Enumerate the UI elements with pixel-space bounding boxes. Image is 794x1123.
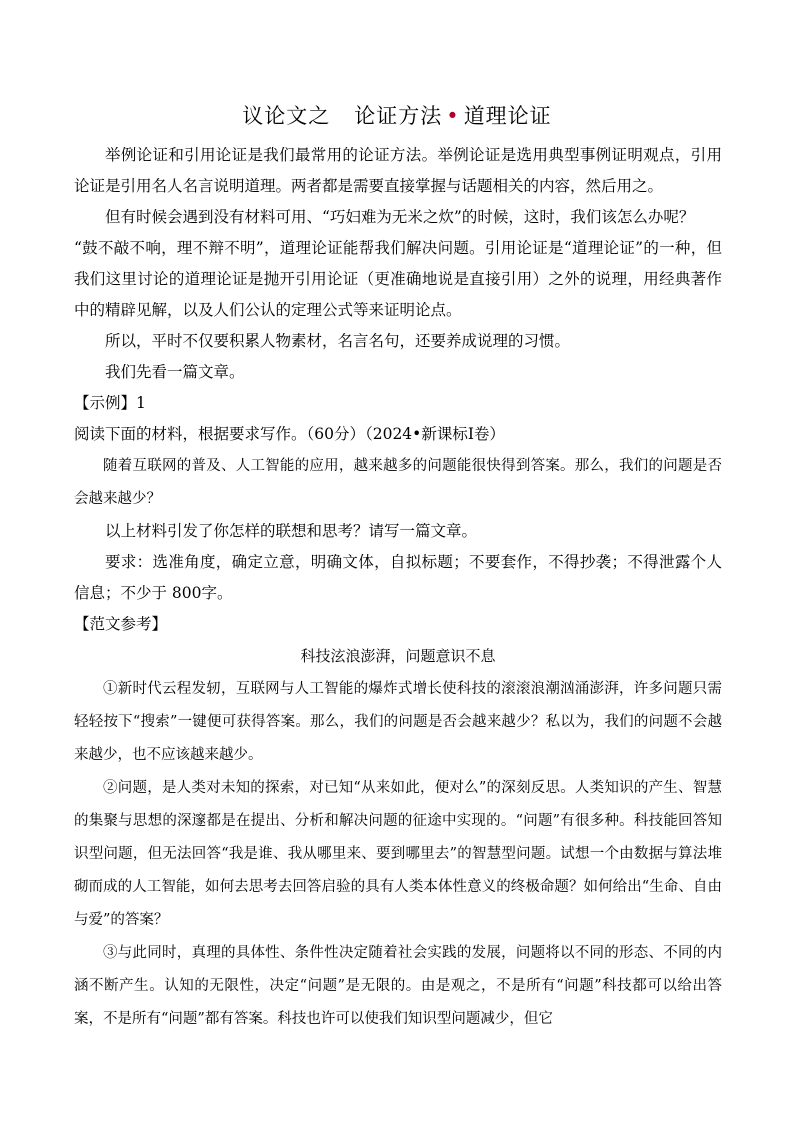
intro-paragraph-4: 所以，平时不仅要积累人物素材，名言名句，还要养成说理的习惯。: [105, 332, 571, 350]
intro-paragraph-5: 我们先看一篇文章。: [105, 363, 245, 381]
example-material: 随着互联网的普及、人工智能的应用，越来越多的问题能很快得到答案。那么，我们的问题是否会越来越少？: [74, 458, 722, 507]
example-instruction: 阅读下面的材料，根据要求写作。（60分）（2024•新课标Ⅰ卷）: [74, 425, 505, 443]
essay-paragraph-3: ③与此同时，真理的具体性、条件性决定随着社会实践的发展，问题将以不同的形态、不同的内涵不断产生。认知的无限性，决定“问题”是无限的。由是观之，不是所有“问题”科技都可以给出答案，不是所有“问题”都有答案。科技也许可以使我们知识型问题减少，但它: [74, 945, 722, 1027]
reference-heading: 【范文参考】: [74, 615, 168, 633]
example-heading: 【示例】1: [74, 394, 146, 412]
essay-title: 科技泫浪澎湃，问题意识不息: [300, 647, 496, 665]
example-requirements: 要求：选准角度，确定立意，明确文体，自拟标题；不要套作，不得抄袭；不得泄露个人信息；不少于 800字。: [74, 553, 722, 602]
title-part-1: 议论文之: [242, 104, 331, 128]
page-title: [0, 100, 794, 130]
essay-paragraph-1: ①新时代云程发轫，互联网与人工智能的爆炸式增长使科技的滚滚浪潮汹涌澎湃，许多问题只需轻轻按下“搜索”一键便可获得答案。那么，我们的问题是否会越来越少？私以为，我们的问题不会越来越少，也不应该越来越少。: [74, 681, 722, 763]
title-dot: •: [446, 104, 460, 128]
example-prompt: 以上材料引发了你怎样的联想和思考？请写一篇文章。: [105, 522, 478, 540]
title-part-2: 论证方法: [354, 104, 443, 128]
document-body: [74, 140, 722, 1036]
intro-paragraph-2: 但有时候会遇到没有材料可用、“巧妇难为无米之炊”的时候，这时，我们该怎么办呢？: [105, 208, 695, 226]
title-part-3: 道理论证: [463, 104, 552, 128]
essay-body: [74, 673, 722, 1036]
essay-paragraph-2: ②问题，是人类对未知的探索，对已知“从来如此，便对么”的深刻反思。人类知识的产生、智慧的集聚与思想的深邃都是在提出、分析和解决问题的征途中实现的。“问题”有很多种。科技能回答知识型问题，但无法回答“我是谁、我从哪里来、要到哪里去”的智慧型问题。试想一个由数据与算法堆砌而成的人工智能，如何去思考去回答启验的具有人类本体性意义的终极命题？如何给出“生命、自由与爱”的答案？: [74, 780, 722, 928]
intro-paragraph-3: “鼓不敲不响，理不辩不明”，道理论证能帮我们解决问题。引用论证是“道理论证”的一种，但我们这里讨论的道理论证是抛开引用论证（更准确地说是直接引用）之外的说理，用经典著作中的精辟见解，以及人们公认的定理公式等来证明论点。: [74, 239, 722, 319]
intro-paragraph-1: 举例论证和引用论证是我们最常用的论证方法。举例论证是选用典型事例证明观点，引用论证是引用名人名言说明道理。两者都是需要直接掌握与话题相关的内容，然后用之。: [74, 146, 722, 195]
